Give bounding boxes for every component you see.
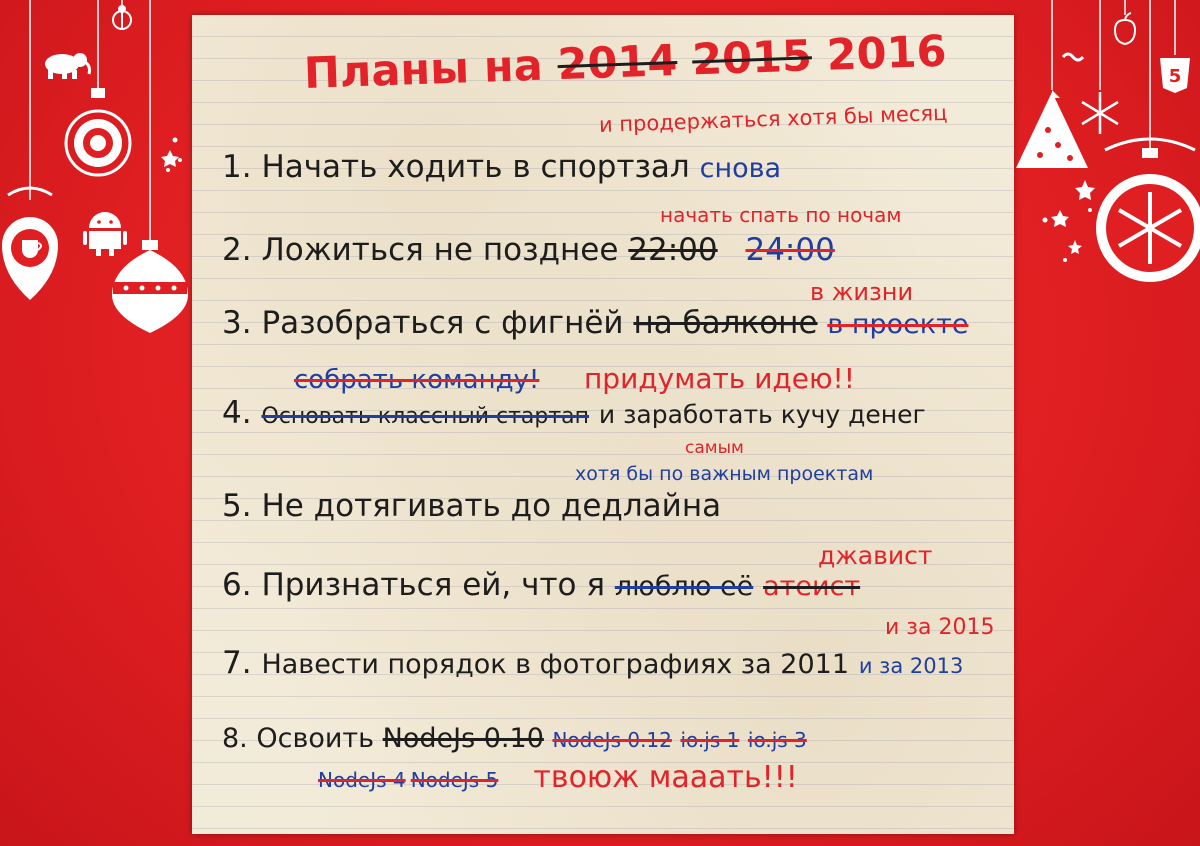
item-5 (222, 488, 722, 524)
apple-icon (1115, 13, 1135, 44)
item-number: 7. (222, 645, 252, 681)
item-1-red-note: и продержаться хотя бы месяц (598, 100, 948, 137)
elephant-icon (45, 53, 90, 79)
item-number: 3. (222, 305, 252, 341)
item-3-red-note: в жизни (810, 278, 914, 306)
android-icon (83, 212, 127, 256)
item-crossed-blue: NodeJs 4 (318, 768, 406, 792)
item-8 (222, 725, 807, 752)
item-number: 5. (222, 488, 252, 524)
item-crossed-blue: io.js 1 (680, 728, 740, 752)
item-4-red-note: придумать идею!! (584, 362, 856, 395)
crossed-year: 2015 (691, 31, 813, 86)
item-text: Не дотягивать до дедлайна (261, 488, 722, 524)
item-crossed-blue: NodeJs 0.12 (552, 728, 672, 752)
item-text: Признаться ей, что я (261, 567, 605, 603)
item-crossed-black: NodeJs 0.10 (382, 723, 544, 754)
item-8-red-note: твоюж мааать!!! (533, 760, 798, 795)
item-7 (222, 645, 964, 681)
item-text: и заработать кучу денег (598, 400, 926, 429)
item-2-red-note: начать спать по ночам (660, 203, 902, 227)
item-crossed-blue: в проекте (827, 309, 969, 340)
item-crossed-blue: 24:00 (745, 232, 835, 268)
item-5-blue-note: хотя бы по важным проектам (575, 463, 874, 485)
item-crossed-blue: io.js 3 (747, 728, 807, 752)
item-3 (222, 305, 969, 341)
item-number: 4. (222, 395, 252, 431)
item-crossed-black: Основать классный стартап (261, 404, 590, 429)
stars-icon (161, 138, 182, 173)
snowflake-ornament-icon (1096, 139, 1200, 282)
item-blue-addition: снова (699, 153, 782, 184)
paper-sheet (192, 15, 1014, 834)
tilde-icon (1063, 54, 1083, 60)
item-crossed-blue: NodeJs 5 (410, 768, 499, 792)
item-text: Освоить (256, 723, 375, 754)
item-crossed-red: атеист (763, 571, 861, 602)
item-blue-addition: и за 2013 (858, 654, 964, 678)
item-7-red-note: и за 2015 (885, 615, 995, 640)
item-8-line-2 (318, 760, 798, 795)
item-text: Навести порядок в фотографиях за 2011 (261, 649, 849, 680)
page-title (303, 26, 948, 99)
ornament-ball-icon (66, 88, 130, 175)
item-number: 2. (222, 232, 252, 268)
item-1 (222, 149, 782, 185)
item-crossed-black: на балконе (633, 305, 818, 341)
html5-icon (1160, 58, 1190, 93)
item-4-crossed-blue: собрать команду! (294, 365, 540, 395)
java-cup-icon (2, 188, 58, 300)
item-text: Начать ходить в спортзал (261, 149, 690, 185)
item-crossed-black: 22:00 (628, 232, 718, 268)
item-5-red-note: самым (685, 438, 744, 458)
item-text: Ложиться не позднее (261, 232, 619, 268)
svg-text:5: 5 (1168, 66, 1182, 87)
ladybug-icon (113, 6, 131, 29)
ornament-lantern-icon (112, 240, 188, 333)
title-year: 2016 (825, 26, 948, 81)
item-6 (222, 567, 861, 603)
stars-icon (1043, 180, 1096, 262)
christmas-tree-icon (1016, 90, 1088, 168)
item-text: Разобраться с фигнёй (261, 305, 624, 341)
crossed-year: 2014 (556, 35, 679, 91)
item-2 (222, 232, 835, 268)
item-6-red-note: джавист (818, 541, 933, 570)
item-number: 1. (222, 149, 252, 185)
title-prefix: Планы на (303, 40, 544, 99)
item-number: 8. (222, 723, 248, 754)
snowflake-icon (1082, 92, 1118, 134)
item-4 (222, 395, 926, 431)
item-number: 6. (222, 567, 252, 603)
item-crossed-black: люблю её (614, 571, 754, 602)
